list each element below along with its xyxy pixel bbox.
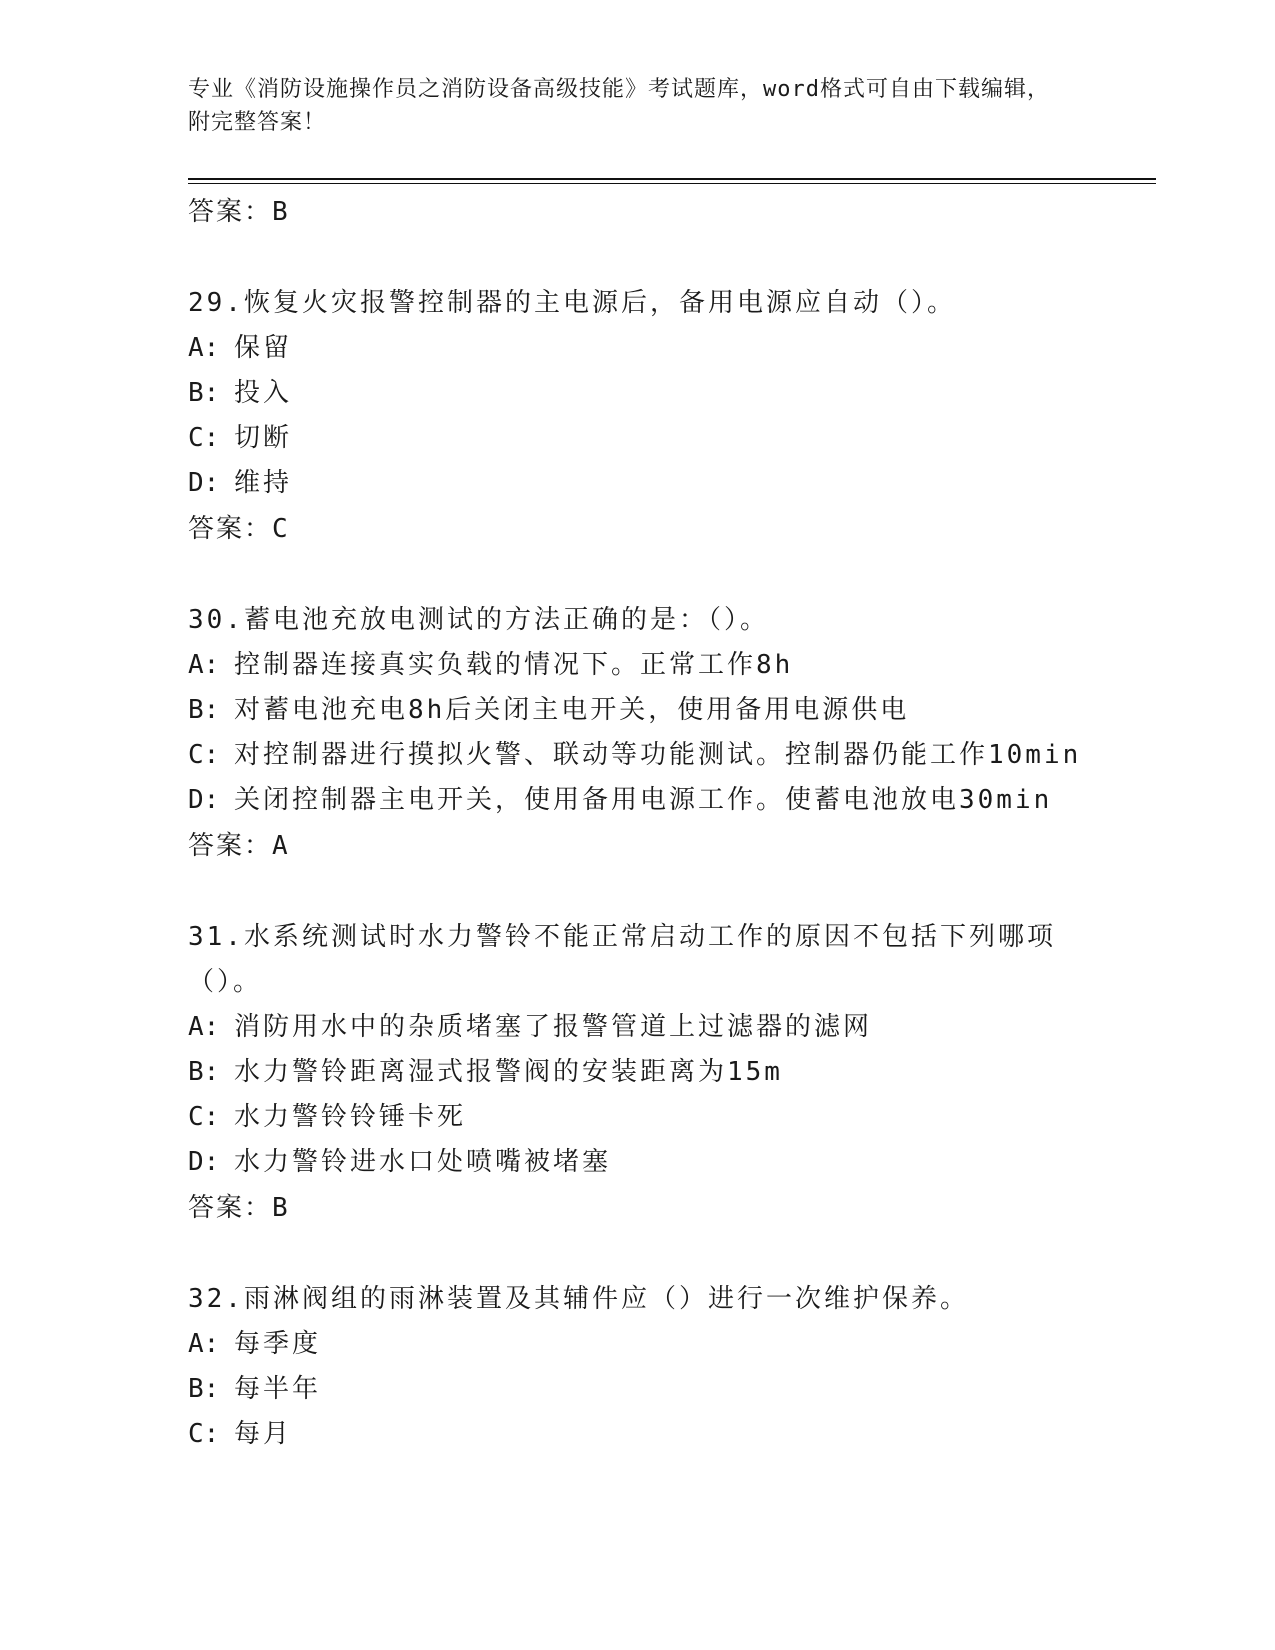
question-block <box>188 915 1088 1232</box>
option <box>188 416 1088 461</box>
document-header: 专业《消防设施操作员之消防设备高级技能》考试题库，word格式可自由下载编辑，附完整答案！ <box>188 77 1050 135</box>
option <box>188 1095 1088 1140</box>
question-stem: 30.蓄电池充放电测试的方法正确的是：（）。 <box>188 605 769 635</box>
answer-value: A <box>272 831 290 861</box>
question-stem: 32.雨淋阀组的雨淋装置及其辅件应（）进行一次维护保养。 <box>188 1284 969 1314</box>
option-text: 水力警铃距离湿式报警阀的安装距离为15m <box>234 1057 783 1087</box>
question-list <box>188 189 1088 1457</box>
option-text: 控制器连接真实负载的情况下。正常工作8h <box>234 650 794 680</box>
option <box>188 733 1088 778</box>
option <box>188 643 1088 688</box>
answer-line <box>188 506 1088 553</box>
option-key: C: <box>188 740 220 770</box>
header-divider-thick <box>188 178 1156 180</box>
option-text: 水力警铃进水口处喷嘴被堵塞 <box>234 1147 612 1177</box>
answer-line <box>188 189 1088 236</box>
answer-value: C <box>272 514 290 544</box>
question-block <box>188 281 1088 553</box>
option-key: A: <box>188 333 220 363</box>
option-text: 投入 <box>234 378 293 408</box>
answer-label: 答案： <box>188 1193 273 1223</box>
option-key: B: <box>188 378 220 408</box>
option <box>188 1140 1088 1185</box>
option-text: 对蓄电池充电8h后关闭主电开关，使用备用电源供电 <box>234 695 910 725</box>
option <box>188 1412 1088 1457</box>
question-block <box>188 598 1088 870</box>
answer-label: 答案： <box>188 831 273 861</box>
question-block <box>188 1277 1088 1457</box>
option-key: C: <box>188 1102 220 1132</box>
option-key: D: <box>188 785 220 815</box>
answer-line <box>188 1185 1088 1232</box>
option-text: 切断 <box>234 423 293 453</box>
option-key: A: <box>188 1329 220 1359</box>
option-text: 关闭控制器主电开关，使用备用电源工作。使蓄电池放电30min <box>234 785 1053 815</box>
option <box>188 326 1088 371</box>
option-key: A: <box>188 650 220 680</box>
option-key: A: <box>188 1012 220 1042</box>
option-key: B: <box>188 695 220 725</box>
option-key: D: <box>188 468 220 498</box>
option-text: 水力警铃铃锤卡死 <box>234 1102 467 1132</box>
question-stem: 29.恢复火灾报警控制器的主电源后，备用电源应自动（）。 <box>188 288 956 318</box>
option <box>188 461 1088 506</box>
answer-value: B <box>272 197 290 227</box>
answer-line <box>188 823 1088 870</box>
answer-label: 答案： <box>188 197 273 227</box>
option-text: 对控制器进行摸拟火警、联动等功能测试。控制器仍能工作10min <box>234 740 1082 770</box>
option-key: B: <box>188 1374 220 1404</box>
option-text: 维持 <box>234 468 293 498</box>
option-text: 每半年 <box>234 1374 322 1404</box>
option <box>188 688 1088 733</box>
answer-value: B <box>272 1193 290 1223</box>
answer-label: 答案： <box>188 514 273 544</box>
option-text: 每季度 <box>234 1329 322 1359</box>
option-key: C: <box>188 1419 220 1449</box>
option-key: D: <box>188 1147 220 1177</box>
question-stem: 31.水系统测试时水力警铃不能正常启动工作的原因不包括下列哪项（）。 <box>188 922 1056 997</box>
option-text: 保留 <box>234 333 293 363</box>
option-text: 消防用水中的杂质堵塞了报警管道上过滤器的滤网 <box>234 1012 873 1042</box>
option-text: 每月 <box>234 1419 293 1449</box>
option-key: C: <box>188 423 220 453</box>
option <box>188 1367 1088 1412</box>
option <box>188 371 1088 416</box>
option-key: B: <box>188 1057 220 1087</box>
header-divider-thin <box>188 183 1156 184</box>
option <box>188 1005 1088 1050</box>
option <box>188 1322 1088 1367</box>
option <box>188 1050 1088 1095</box>
option <box>188 778 1088 823</box>
